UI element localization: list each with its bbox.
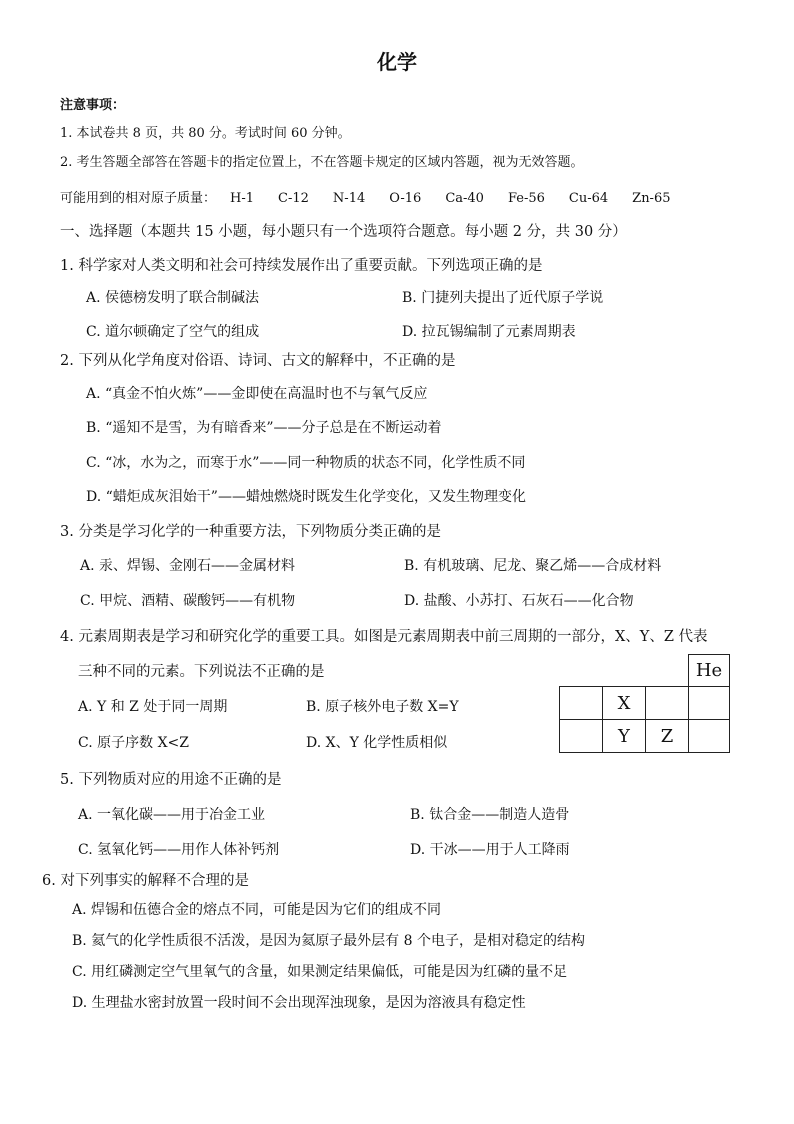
atomic-masses — [60, 187, 695, 206]
question-1-option-a: A. 侯德榜发明了联合制碱法 — [86, 290, 260, 306]
question-2-stem: 2. 下列从化学角度对俗语、诗词、古文的解释中，不正确的是 — [60, 353, 456, 369]
question-4-option-b: B. 原子核外电子数 X=Y — [306, 699, 459, 715]
cell-z: Z — [645, 719, 689, 753]
cell-empty-r2c3 — [645, 686, 689, 720]
question-5-stem: 5. 下列物质对应的用途不正确的是 — [60, 772, 282, 788]
question-2-option-b: B. “遥知不是雪，为有暗香来”——分子总是在不断运动着 — [86, 420, 442, 436]
section-heading: 一、选择题（本题共 15 小题，每小题只有一个选项符合题意。每小题 2 分，共 30 分） — [60, 224, 627, 240]
mass-fe: Fe-56 — [507, 191, 545, 206]
question-3-stem: 3. 分类是学习化学的一种重要方法，下列物质分类正确的是 — [60, 524, 441, 540]
question-3-option-c: C. 甲烷、酒精、碳酸钙——有机物 — [80, 593, 296, 609]
question-3-option-d: D. 盐酸、小苏打、石灰石——化合物 — [404, 593, 634, 609]
cell-x: X — [602, 686, 646, 720]
notice-item-1: 1. 本试卷共 8 页，共 80 分。考试时间 60 分钟。 — [60, 126, 351, 141]
mass-zn: Zn-65 — [632, 191, 671, 206]
question-1-option-b: B. 门捷列夫提出了近代原子学说 — [402, 290, 604, 306]
cell-empty-r3c1 — [559, 719, 603, 753]
question-5-option-b: B. 钛合金——制造人造骨 — [410, 807, 570, 823]
question-6-option-b: B. 氦气的化学性质很不活泼，是因为氦原子最外层有 8 个电子，是相对稳定的结构 — [72, 933, 585, 949]
question-2-option-a: A. “真金不怕火炼”——金即使在高温时也不与氧气反应 — [86, 386, 428, 402]
question-6-option-c: C. 用红磷测定空气里氧气的含量，如果测定结果偏低，可能是因为红磷的量不足 — [72, 964, 568, 980]
question-3-option-b: B. 有机玻璃、尼龙、聚乙烯——合成材料 — [404, 558, 662, 574]
question-4-stem-continued: 三种不同的元素。下列说法不正确的是 — [78, 664, 325, 680]
mass-n: N-14 — [332, 191, 366, 206]
question-6-option-a: A. 焊锡和伍德合金的熔点不同，可能是因为它们的组成不同 — [72, 902, 442, 918]
question-1-option-d: D. 拉瓦锡编制了元素周期表 — [402, 324, 576, 340]
question-5-option-d: D. 干冰——用于人工降雨 — [410, 842, 570, 858]
question-2-option-c: C. “冰，水为之，而寒于水”——同一种物质的状态不同，化学性质不同 — [86, 455, 526, 471]
mass-cu: Cu-64 — [568, 191, 609, 206]
mass-h: H-1 — [230, 191, 255, 206]
cell-empty-r3c4 — [688, 719, 730, 753]
question-1-stem: 1. 科学家对人类文明和社会可持续发展作出了重要贡献。下列选项正确的是 — [60, 258, 543, 274]
cell-empty-r2c4 — [688, 686, 730, 720]
atomic-masses-label: 可能用到的相对原子质量： — [60, 191, 217, 206]
question-4-stem: 4. 元素周期表是学习和研究化学的重要工具。如图是元素周期表中前三周期的一部分，X、Y、Z 代表 — [60, 629, 708, 645]
question-5-option-a: A. 一氧化碳——用于冶金工业 — [78, 807, 266, 823]
mass-o: O-16 — [389, 191, 422, 206]
cell-helium: He — [688, 654, 730, 687]
question-6-stem: 6. 对下列事实的解释不合理的是 — [42, 873, 249, 889]
page-title: 化学 — [377, 50, 417, 74]
notice-item-2: 2. 考生答题全部答在答题卡的指定位置上，不在答题卡规定的区域内答题，视为无效答题。 — [60, 155, 584, 170]
notice-heading: 注意事项： — [60, 98, 126, 113]
mass-c: C-12 — [278, 191, 309, 206]
question-4-option-d: D. X、Y 化学性质相似 — [306, 735, 448, 751]
question-4-option-a: A. Y 和 Z 处于同一周期 — [78, 699, 228, 715]
mass-ca: Ca-40 — [445, 191, 484, 206]
question-5-option-c: C. 氢氧化钙——用作人体补钙剂 — [78, 842, 280, 858]
question-1-option-c: C. 道尔顿确定了空气的组成 — [86, 324, 260, 340]
cell-empty-r2c1 — [559, 686, 603, 720]
question-2-option-d: D. “蜡炬成灰泪始干”——蜡烛燃烧时既发生化学变化，又发生物理变化 — [86, 489, 526, 505]
cell-y: Y — [602, 719, 646, 753]
question-3-option-a: A. 汞、焊锡、金刚石——金属材料 — [80, 558, 296, 574]
question-6-option-d: D. 生理盐水密封放置一段时间不会出现浑浊现象，是因为溶液具有稳定性 — [72, 995, 526, 1011]
question-4-option-c: C. 原子序数 X<Z — [78, 735, 189, 751]
